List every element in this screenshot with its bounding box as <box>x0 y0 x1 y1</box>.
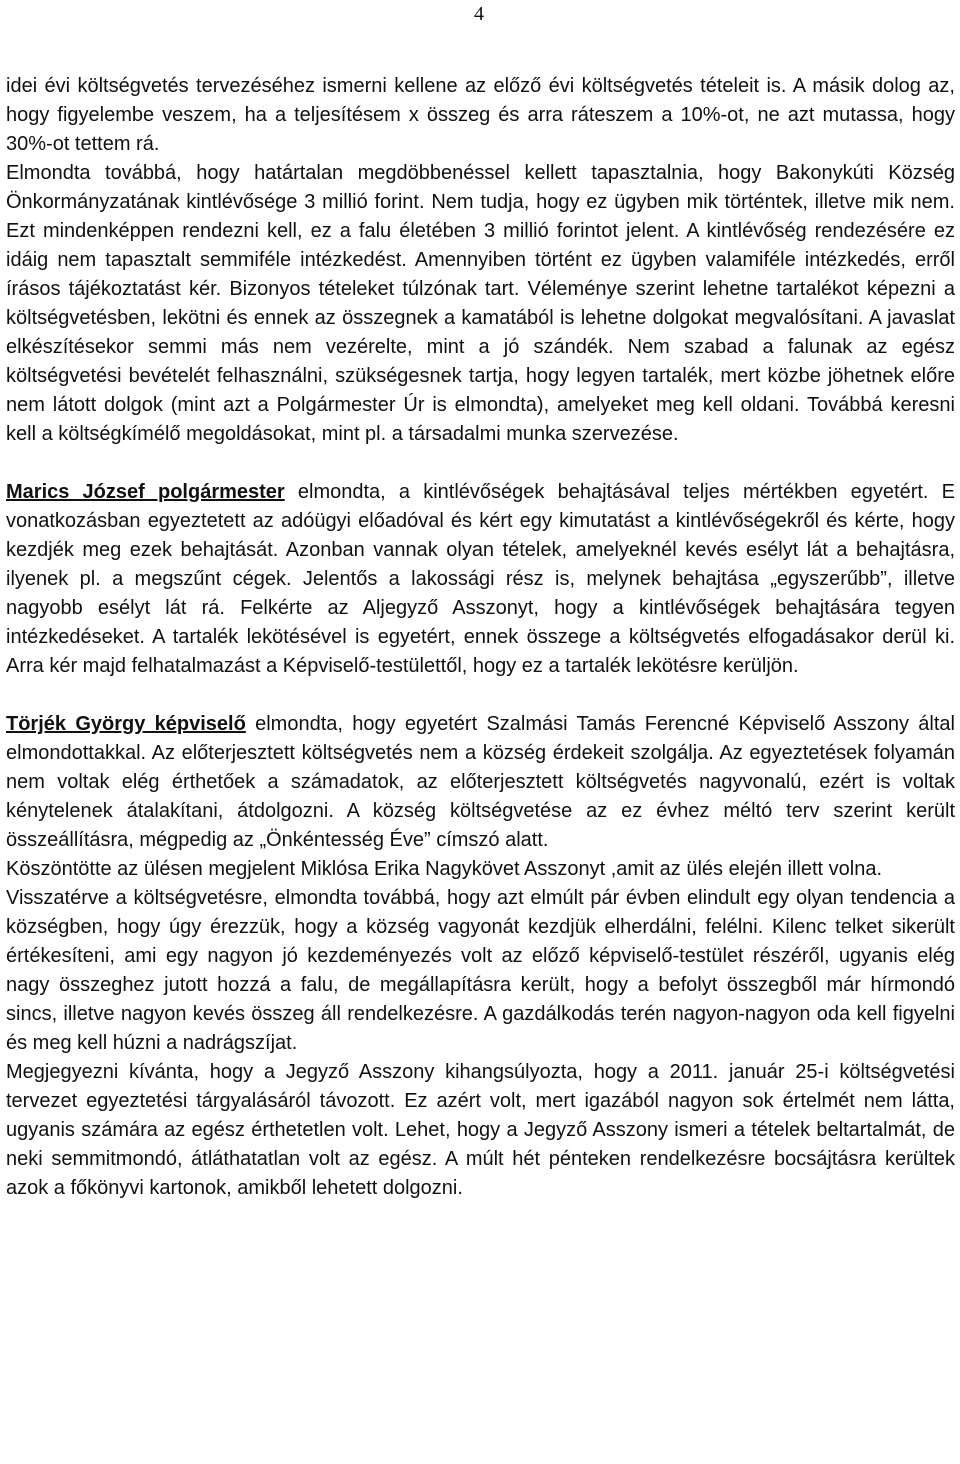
paragraph-4 <box>6 710 955 855</box>
page-number: 4 <box>474 3 484 25</box>
paragraph-gap <box>6 449 955 478</box>
paragraph-5: Köszöntötte az ülésen megjelent Miklósa Erika Nagykövet Asszonyt ,amit az ülés elején illett volna. <box>6 858 882 880</box>
paragraph-1: idei évi költségvetés tervezéséhez ismerni kellene az előző évi költségvetés tételeit is. A másik dolog az, hogy figyelembe veszem, ha a teljesítésem x összeg és arra ráteszem a 10%-ot, ne azt mutassa, hogy 30%-ot tettem rá. <box>6 75 955 155</box>
paragraph-3-text: elmondta, a kintlévőségek behajtásával teljes mértékben egyetért. E vonatkozásban egyeztetett az adóügyi előadóval és kért egy kimutatást a kintlévőségekről és kérte, hogy kezdjék meg ezek behajtását. Azonban vannak olyan tételek, amelyeknél kevés esélyt lát a behajtásra, ilyenek pl. a megszűnt cégek. Jelentős a lakossági rész is, melynek behajtása „egyszerűbb”, illetve nagyobb esélyt lát rá. Felkérte az Aljegyző Asszonyt, hogy a kintlévőségek behajtására tegyen intézkedéseket. A tartalék lekötésével is egyetért, ennek összege a költségvetés elfogadásakor derül ki. Arra kér majd felhatalmazást a Képviselő-testülettől, hogy ez a tartalék lekötésre kerüljön. <box>6 481 955 677</box>
paragraph-2: Elmondta továbbá, hogy határtalan megdöbbenéssel kellett tapasztalnia, hogy Bakonykúti Község Önkormányzatának kintlévősége 3 millió forint. Nem tudja, hogy ez ügyben mik történtek, illetve mik nem. Ezt mindenképpen rendezni kell, ez a falu életében 3 millió forintot jelent. A kintlévőség rendezésére ez idáig nem tapasztalt semmiféle intézkedést. Amennyiben történt ez ügyben valamiféle intézkedés, erről írásos tájékoztatást kér. Bizonyos tételeket túlzónak tart. Véleménye szerint lehetne tartalékot képezni a költségvetésben, lekötni és ennek az összegnek a kamatából is lehetne dolgokat megvalósítani. A javaslat elkészítésekor semmi más nem vezérelte, mint a jó szándék. Nem szabad a falunak az egész költségvetési bevételét felhasználni, szükségesnek tartja, hogy legyen tartalék, mert közbe jöhetnek előre nem látott dolgok (mint azt a Polgármester Úr is elmondta), amelyeket meg kell oldani. Továbbá keresni kell a költségkímélő megoldásokat, mint pl. a társadalmi munka szervezése. <box>6 162 955 445</box>
paragraph-3 <box>6 478 955 681</box>
paragraph-7: Megjegyezni kívánta, hogy a Jegyző Asszony kihangsúlyozta, hogy a 2011. január 25-i költségvetési tervezet egyeztetési tárgyalásáról távozott. Ez azért volt, mert igazából nagyon sok értelmét nem látta, ugyanis számára az egész érthetetlen volt. Lehet, hogy a Jegyző Asszony ismeri a tételek beltartalmát, de neki semmitmondó, átláthatatlan volt az egész. A múlt hét pénteken rendelkezésre bocsájtásra kerültek azok a főkönyvi kartonok, amikből lehetett dolgozni. <box>6 1061 955 1199</box>
paragraph-4-text: elmondta, hogy egyetért Szalmási Tamás Ferencné Képviselő Asszony által elmondottakkal. Az előterjesztett költségvetés nem a község érdekeit szolgálja. Az egyeztetések folyamán nem voltak elég érthetőek a számadatok, az előterjesztett költségvetés nagyvonalú, ezért is voltak kénytelenek átalakítani, átdolgozni. A község költségvetése az ez évhez méltó terv szerint került összeállításra, mégpedig az „Önkéntesség Éve” címszó alatt. <box>6 713 955 851</box>
document-body <box>6 72 955 1203</box>
paragraph-6: Visszatérve a költségvetésre, elmondta továbbá, hogy azt elmúlt pár évben elindult egy olyan tendencia a községben, hogy úgy érezzük, hogy a község vagyonát kezdjük elherdálni, felélni. Kilenc telket sikerült értékesíteni, ami egy nagyon jó kezdeményezés volt az előző képviselő-testület részéről, ugyanis elég nagy összeghez jutott hozzá a falu, de megállapításra került, hogy a befolyt összegből már hírmondó sincs, illetve nagyon kevés összeg áll rendelkezésre. A gazdálkodás terén nagyon-nagyon oda kell figyelni és meg kell húzni a nadrágszíjat. <box>6 887 955 1054</box>
paragraph-gap <box>6 681 955 710</box>
speaker-name-representative: Törjék György képviselő <box>6 713 246 735</box>
speaker-name-mayor: Marics József polgármester <box>6 481 285 503</box>
